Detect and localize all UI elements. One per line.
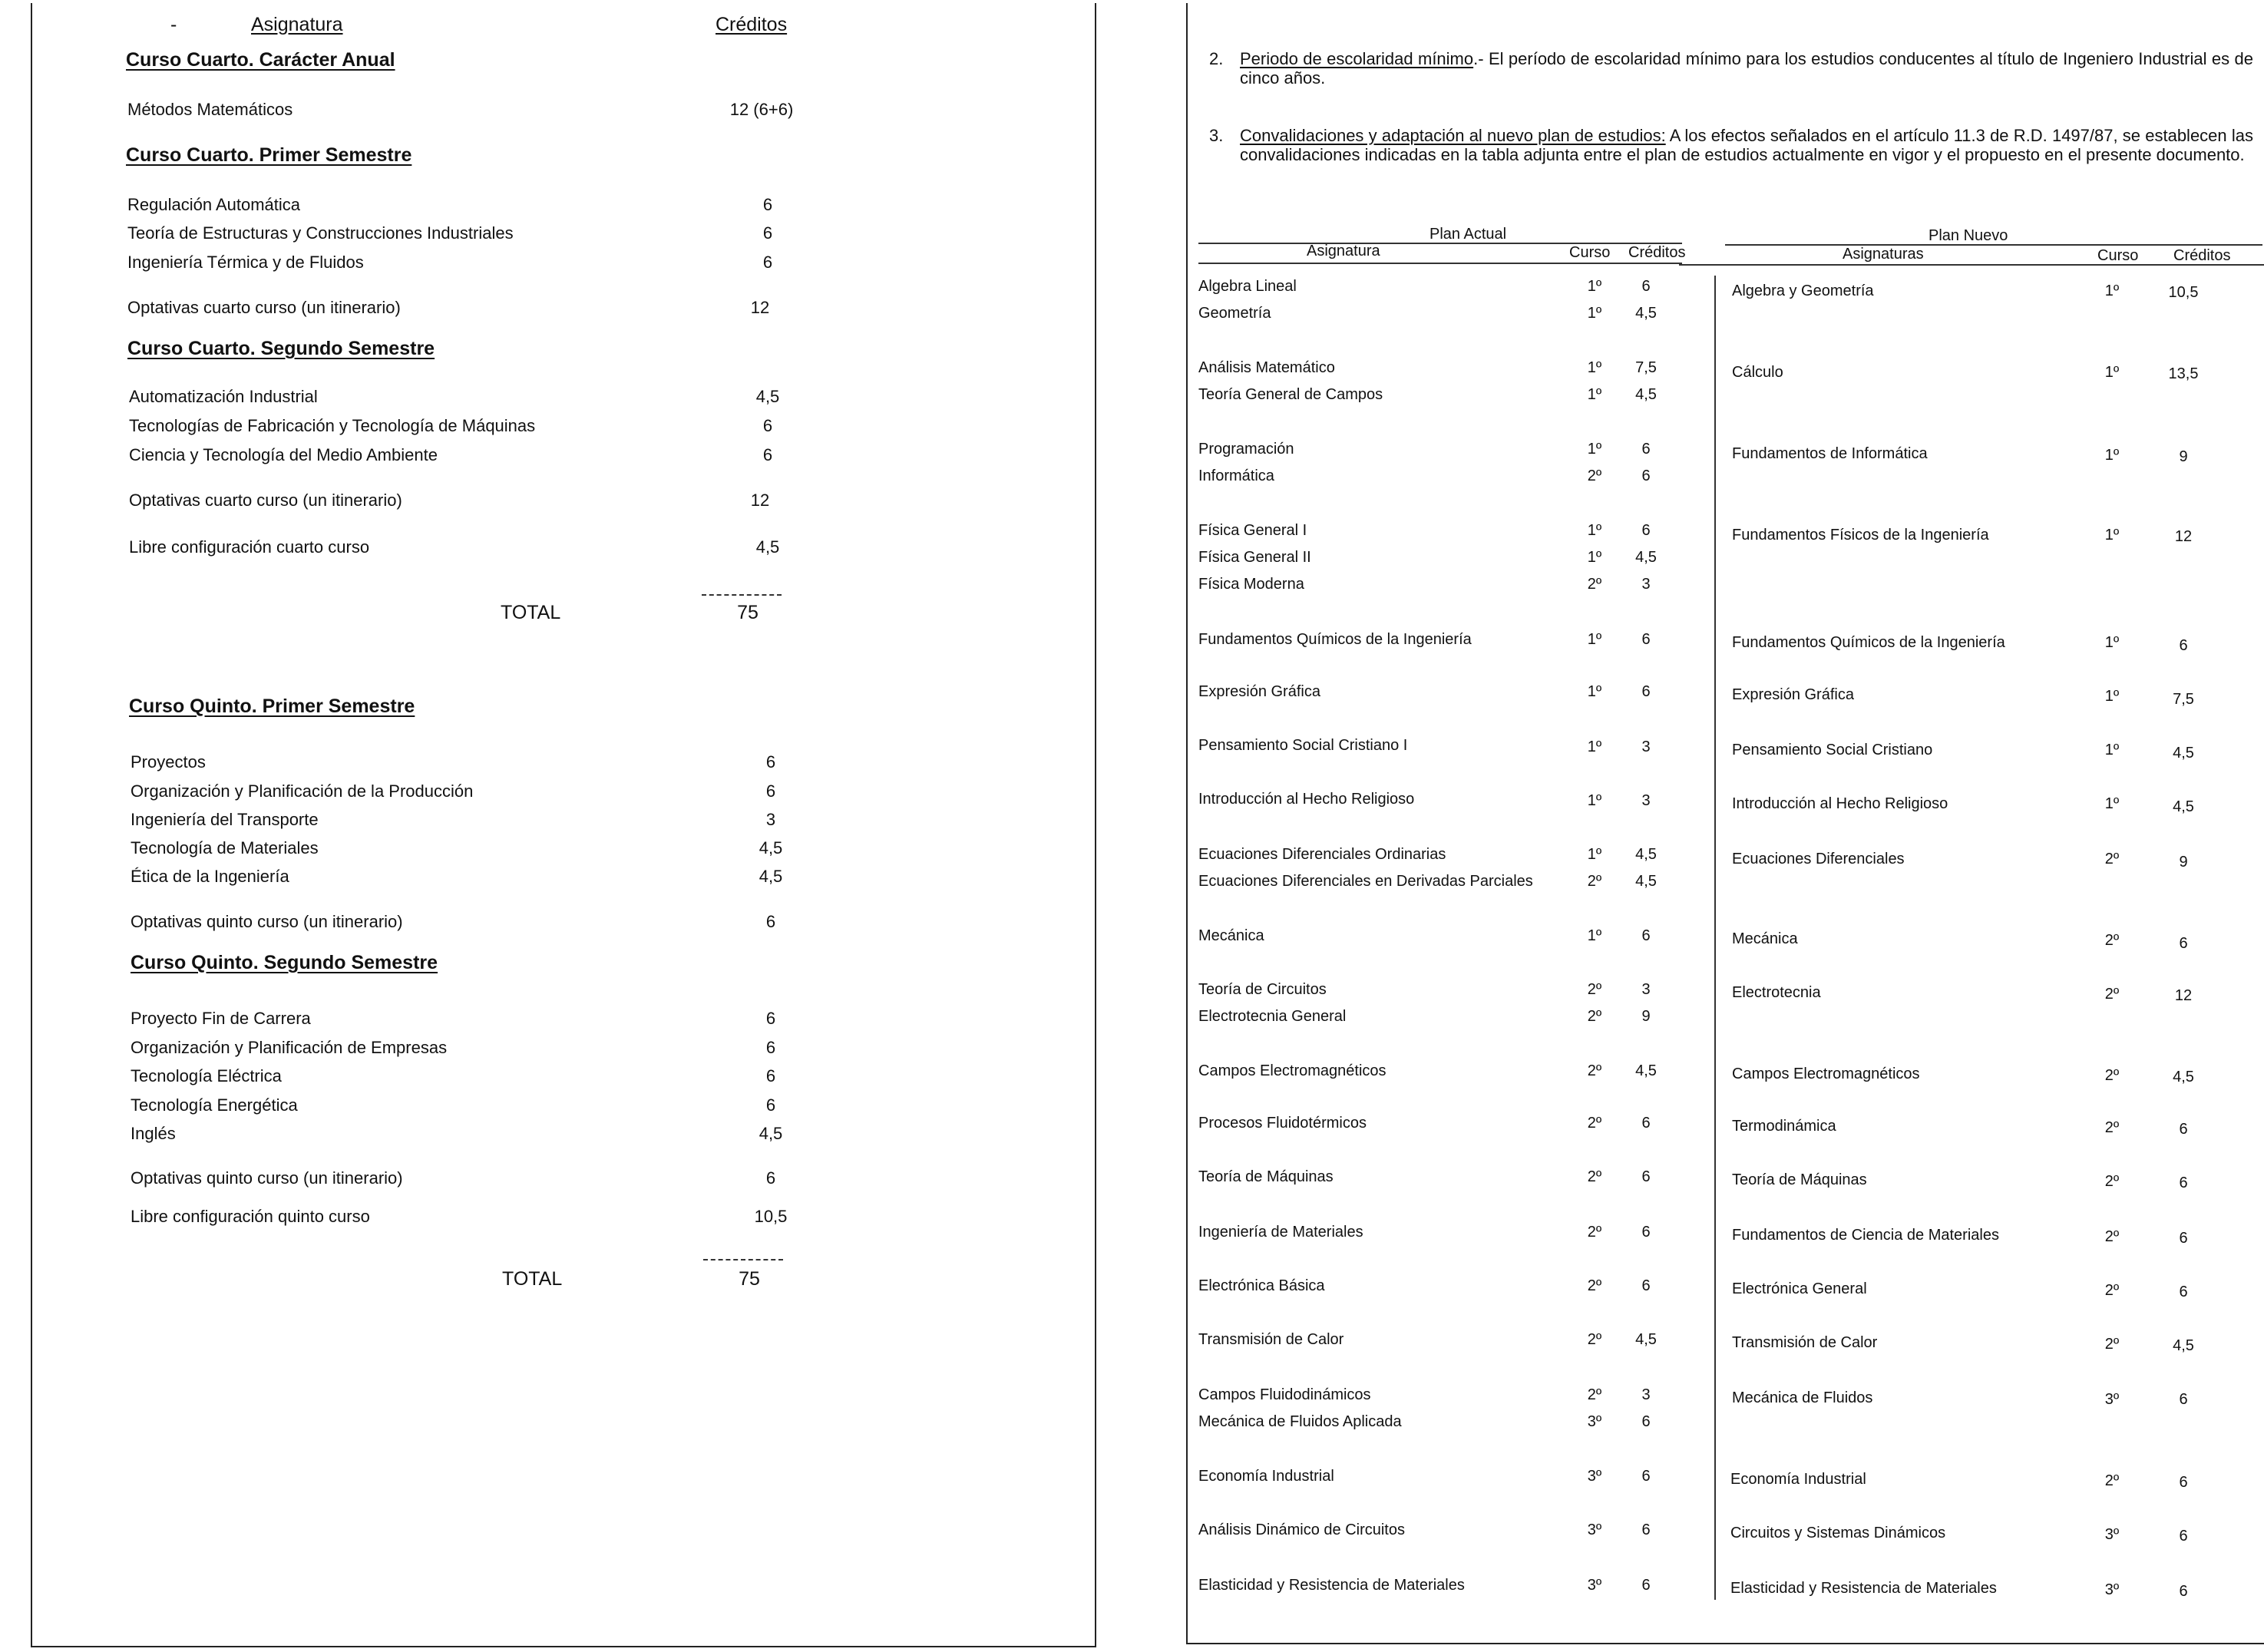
old-subject: Física General I [1198, 522, 1307, 539]
new-subject: Termodinámica [1732, 1118, 1836, 1135]
new-course: 2º [2104, 1336, 2120, 1353]
old-credits: 6 [1641, 1224, 1651, 1241]
header-rule [1198, 263, 1682, 264]
new-subject: Cálculo [1732, 364, 1783, 381]
new-credits: 6 [2179, 1175, 2188, 1191]
new-subject: Electrónica General [1732, 1280, 1867, 1297]
new-course: 1º [2104, 447, 2120, 464]
subject: Organización y Planificación de Empresas [131, 1038, 448, 1057]
old-course: 2º [1587, 1331, 1602, 1348]
subject: Ciencia y Tecnología del Medio Ambiente [129, 445, 438, 464]
old-subject: Teoría General de Campos [1198, 386, 1383, 403]
old-course: 1º [1587, 631, 1602, 648]
subject: Tecnología de Materiales [131, 838, 319, 857]
new-subject: Fundamentos de Informática [1732, 445, 1928, 462]
old-subject: Algebra Lineal [1198, 278, 1297, 295]
old-course: 2º [1587, 873, 1602, 890]
old-subject: Física Moderna [1198, 576, 1304, 593]
old-subject: Geometría [1198, 305, 1271, 322]
credits: 4,5 [759, 1124, 783, 1143]
new-subject: Fundamentos de Ciencia de Materiales [1732, 1227, 1999, 1244]
old-subject: Electrónica Básica [1198, 1277, 1325, 1294]
old-subject: Fundamentos Químicos de la Ingeniería [1198, 631, 1472, 648]
new-subject: Teoría de Máquinas [1732, 1171, 1867, 1188]
credits: 6 [765, 1095, 776, 1115]
old-subject: Mecánica [1198, 927, 1264, 944]
new-subject: Campos Electromagnéticos [1732, 1066, 1920, 1082]
old-course: 1º [1587, 441, 1602, 458]
old-course: 1º [1587, 359, 1602, 376]
col-curso: Curso [1569, 244, 1611, 261]
old-course: 2º [1587, 1062, 1602, 1079]
old-subject: Economía Industrial [1198, 1468, 1334, 1485]
new-credits: 4,5 [2173, 745, 2194, 762]
new-credits: 9 [2179, 854, 2188, 871]
old-subject: Análisis Matemático [1198, 359, 1335, 376]
header-dash: - [170, 14, 177, 35]
new-credits: 4,5 [2173, 798, 2194, 815]
subject: Inglés [131, 1124, 176, 1143]
subject: Ética de la Ingeniería [131, 867, 289, 886]
old-subject: Ingeniería de Materiales [1198, 1224, 1363, 1241]
total-separator [702, 594, 782, 596]
old-course: 1º [1587, 522, 1602, 539]
new-course: 1º [2104, 742, 2120, 758]
subject: Teoría de Estructuras y Construcciones Industriales [127, 223, 514, 243]
total-value: 75 [737, 602, 759, 623]
old-course: 2º [1587, 1224, 1602, 1241]
old-subject: Transmisión de Calor [1198, 1331, 1344, 1348]
credits: 6 [765, 781, 776, 801]
subject: Optativas cuarto curso (un itinerario) [129, 491, 402, 510]
old-course: 2º [1587, 1386, 1602, 1403]
new-subject: Fundamentos Físicos de la Ingeniería [1732, 527, 1989, 544]
old-course: 2º [1587, 1277, 1602, 1294]
new-credits: 9 [2179, 448, 2188, 465]
old-credits: 6 [1641, 1168, 1651, 1185]
old-credits: 6 [1641, 631, 1651, 648]
subject: Libre configuración cuarto curso [129, 537, 370, 557]
col-asignatura: Asignatura [1307, 243, 1380, 259]
subject: Libre configuración quinto curso [131, 1207, 370, 1226]
new-subject: Economía Industrial [1730, 1471, 1866, 1488]
new-credits: 6 [2179, 1583, 2188, 1600]
credits: 4,5 [759, 867, 783, 886]
new-subject: Introducción al Hecho Religioso [1732, 795, 1948, 812]
old-credits: 6 [1641, 468, 1651, 484]
old-course: 2º [1587, 1115, 1602, 1132]
new-credits: 10,5 [2168, 284, 2199, 301]
new-course: 3º [2104, 1526, 2120, 1543]
old-subject: Expresión Gráfica [1198, 683, 1320, 700]
paragraph-lead: Convalidaciones y adaptación al nuevo plan de estudios: [1240, 126, 1666, 145]
total-label: TOTAL [501, 602, 561, 623]
new-subject: Expresión Gráfica [1732, 686, 1854, 703]
header-subject-col: Asignatura [251, 14, 343, 35]
old-credits: 6 [1641, 278, 1651, 295]
old-subject: Análisis Dinámico de Circuitos [1198, 1521, 1405, 1538]
plan-nuevo-label: Plan Nuevo [1929, 227, 2008, 244]
credits: 6 [762, 445, 773, 464]
plan-actual-label: Plan Actual [1429, 226, 1507, 243]
new-subject: Fundamentos Químicos de la Ingeniería [1732, 634, 2005, 651]
credits: 6 [762, 223, 773, 243]
old-course: 1º [1587, 927, 1602, 944]
new-subject: Elasticidad y Resistencia de Materiales [1730, 1580, 1997, 1597]
new-subject: Ecuaciones Diferenciales [1732, 851, 1905, 867]
old-credits: 4,5 [1635, 386, 1657, 403]
new-course: 2º [2104, 1282, 2120, 1299]
old-credits: 6 [1641, 1277, 1651, 1294]
new-subject: Pensamiento Social Cristiano [1732, 742, 1933, 758]
new-course: 2º [2104, 932, 2120, 949]
total-separator [703, 1259, 783, 1260]
old-subject: Introducción al Hecho Religioso [1198, 791, 1415, 808]
new-course: 1º [2104, 795, 2120, 812]
credits: 4,5 [755, 387, 780, 406]
paragraph-convalidaciones [1209, 126, 2253, 164]
new-course: 2º [2104, 1472, 2120, 1489]
old-credits: 6 [1641, 927, 1651, 944]
old-course: 1º [1587, 683, 1602, 700]
old-course: 2º [1587, 1168, 1602, 1185]
old-credits: 4,5 [1635, 1062, 1657, 1079]
left-page [31, 3, 1096, 1647]
new-course: 2º [2104, 1228, 2120, 1245]
credits: 10,5 [754, 1207, 788, 1226]
new-course: 3º [2104, 1391, 2120, 1408]
subject: Optativas cuarto curso (un itinerario) [127, 298, 401, 317]
section-title: Curso Cuarto. Segundo Semestre [127, 338, 435, 359]
old-credits: 6 [1641, 1115, 1651, 1132]
old-course: 1º [1587, 305, 1602, 322]
old-credits: 9 [1641, 1008, 1651, 1025]
old-course: 3º [1587, 1577, 1602, 1594]
old-course: 1º [1587, 792, 1602, 809]
old-subject: Campos Fluidodinámicos [1198, 1386, 1371, 1403]
old-subject: Mecánica de Fluidos Aplicada [1198, 1413, 1402, 1430]
new-credits: 4,5 [2173, 1069, 2194, 1085]
old-credits: 4,5 [1635, 549, 1657, 566]
credits: 6 [765, 1066, 776, 1085]
subject: Tecnología Eléctrica [131, 1066, 282, 1085]
new-course: 2º [2104, 851, 2120, 867]
old-subject: Física General II [1198, 549, 1311, 566]
new-course: 1º [2104, 634, 2120, 651]
subject: Ingeniería del Transporte [131, 810, 319, 829]
subject: Regulación Automática [127, 195, 301, 214]
new-course: 1º [2104, 364, 2120, 381]
old-course: 2º [1587, 576, 1602, 593]
old-course: 2º [1587, 468, 1602, 484]
old-course: 2º [1587, 1008, 1602, 1025]
new-credits: 7,5 [2173, 691, 2194, 708]
col-asignaturas: Asignaturas [1843, 246, 1924, 263]
new-credits: 12 [2174, 528, 2193, 545]
subject: Métodos Matemáticos [127, 100, 293, 119]
paragraph-number: 3. [1209, 126, 1224, 145]
old-credits: 6 [1641, 1521, 1651, 1538]
old-credits: 6 [1641, 683, 1651, 700]
credits: 6 [765, 1038, 776, 1057]
old-subject: Procesos Fluidotérmicos [1198, 1115, 1367, 1132]
new-credits: 6 [2179, 935, 2188, 952]
new-subject: Mecánica de Fluidos [1732, 1389, 1873, 1406]
header-rule [1725, 244, 2262, 246]
credits: 12 [750, 298, 770, 317]
old-credits: 7,5 [1635, 359, 1657, 376]
new-credits: 13,5 [2168, 365, 2199, 382]
new-subject: Electrotecnia [1732, 984, 1821, 1001]
old-subject: Pensamiento Social Cristiano I [1198, 737, 1408, 754]
subject: Optativas quinto curso (un itinerario) [131, 1168, 403, 1188]
credits: 12 [750, 491, 770, 510]
paragraph-lead: Periodo de escolaridad mínimo [1240, 49, 1474, 68]
old-subject: Elasticidad y Resistencia de Materiales [1198, 1577, 1465, 1594]
subject: Optativas quinto curso (un itinerario) [131, 912, 403, 931]
subject: Proyectos [131, 752, 206, 771]
old-credits: 3 [1641, 981, 1651, 998]
new-credits: 6 [2179, 1121, 2188, 1138]
credits: 4,5 [759, 838, 783, 857]
paragraph-text: A los efectos señalados en el artículo 11.3 de R.D. 1497/87, se establecen las convalidaciones indicadas en la tabla adjunta entre el plan de estudios actualmente en vigor y el propuesto en el presente documento. [1240, 126, 2253, 164]
paragraph-escolaridad [1209, 49, 2253, 88]
old-credits: 6 [1641, 1468, 1651, 1485]
new-course: 3º [2104, 1581, 2120, 1598]
old-subject: Teoría de Máquinas [1198, 1168, 1334, 1185]
new-course: 1º [2104, 688, 2120, 705]
section-title: Curso Cuarto. Carácter Anual [126, 49, 395, 71]
old-credits: 4,5 [1635, 305, 1657, 322]
section-title: Curso Quinto. Primer Semestre [129, 695, 415, 717]
old-course: 1º [1587, 386, 1602, 403]
credits: 12 (6+6) [729, 100, 794, 119]
credits: 4,5 [755, 537, 780, 557]
old-credits: 3 [1641, 576, 1651, 593]
new-subject: Mecánica [1732, 930, 1798, 947]
new-subject: Circuitos y Sistemas Dinámicos [1730, 1525, 1946, 1541]
new-credits: 6 [2179, 637, 2188, 654]
new-credits: 4,5 [2173, 1337, 2194, 1354]
old-credits: 4,5 [1635, 1331, 1657, 1348]
old-course: 3º [1587, 1521, 1602, 1538]
old-subject: Electrotecnia General [1198, 1008, 1347, 1025]
new-credits: 6 [2179, 1391, 2188, 1408]
credits: 6 [765, 1009, 776, 1028]
old-subject: Ecuaciones Diferenciales Ordinarias [1198, 846, 1446, 863]
new-course: 2º [2104, 1067, 2120, 1084]
old-course: 1º [1587, 738, 1602, 755]
new-course: 2º [2104, 1119, 2120, 1136]
subject: Proyecto Fin de Carrera [131, 1009, 311, 1028]
subject: Ingeniería Térmica y de Fluidos [127, 253, 364, 272]
old-credits: 3 [1641, 738, 1651, 755]
new-credits: 12 [2174, 987, 2193, 1004]
paragraph-text: .- El período de escolaridad mínimo para los estudios conducentes al título de Ingeniero Industrial es de cinco años. [1240, 49, 2253, 88]
old-credits: 6 [1641, 441, 1651, 458]
old-subject: Informática [1198, 468, 1274, 484]
old-credits: 6 [1641, 522, 1651, 539]
credits: 3 [765, 810, 776, 829]
old-course: 1º [1587, 549, 1602, 566]
paragraph-number: 2. [1209, 49, 1224, 68]
new-subject: Algebra y Geometría [1732, 282, 1874, 299]
new-subject: Transmisión de Calor [1732, 1334, 1878, 1351]
old-course: 1º [1587, 278, 1602, 295]
old-credits: 6 [1641, 1413, 1651, 1430]
old-credits: 4,5 [1635, 873, 1657, 890]
header-rule [1679, 264, 2264, 266]
new-credits: 6 [2179, 1284, 2188, 1300]
old-course: 2º [1587, 981, 1602, 998]
credits: 6 [765, 1168, 776, 1188]
col-creditos-nuevo: Créditos [2173, 247, 2231, 264]
credits: 6 [765, 912, 776, 931]
table-divider [1714, 276, 1716, 1600]
total-value: 75 [739, 1268, 760, 1290]
credits: 6 [762, 195, 773, 214]
total-label: TOTAL [502, 1268, 563, 1290]
old-credits: 3 [1641, 792, 1651, 809]
old-course: 3º [1587, 1468, 1602, 1485]
section-title: Curso Cuarto. Primer Semestre [126, 144, 412, 166]
subject: Tecnologías de Fabricación y Tecnología de Máquinas [129, 416, 536, 435]
col-creditos: Créditos [1628, 244, 1686, 261]
new-course: 1º [2104, 527, 2120, 544]
old-course: 3º [1587, 1413, 1602, 1430]
new-course: 2º [2104, 1173, 2120, 1190]
new-credits: 6 [2179, 1230, 2188, 1247]
new-credits: 6 [2179, 1528, 2188, 1545]
old-subject: Programación [1198, 441, 1294, 458]
credits: 6 [765, 752, 776, 771]
subject: Tecnología Energética [131, 1095, 298, 1115]
old-credits: 3 [1641, 1386, 1651, 1403]
old-course: 1º [1587, 846, 1602, 863]
new-course: 2º [2104, 986, 2120, 1003]
credits: 6 [762, 253, 773, 272]
col-curso-nuevo: Curso [2097, 247, 2139, 264]
subject: Automatización Industrial [129, 387, 318, 406]
new-course: 1º [2104, 282, 2120, 299]
old-subject: Ecuaciones Diferenciales en Derivadas Parciales [1198, 873, 1533, 890]
header-credits-col: Créditos [716, 14, 788, 35]
old-subject: Campos Electromagnéticos [1198, 1062, 1386, 1079]
new-credits: 6 [2179, 1474, 2188, 1491]
right-page [1186, 3, 2264, 1644]
section-title: Curso Quinto. Segundo Semestre [131, 952, 438, 973]
credits: 6 [762, 416, 773, 435]
old-credits: 6 [1641, 1577, 1651, 1594]
old-subject: Teoría de Circuitos [1198, 981, 1327, 998]
subject: Organización y Planificación de la Producción [131, 781, 474, 801]
old-credits: 4,5 [1635, 846, 1657, 863]
